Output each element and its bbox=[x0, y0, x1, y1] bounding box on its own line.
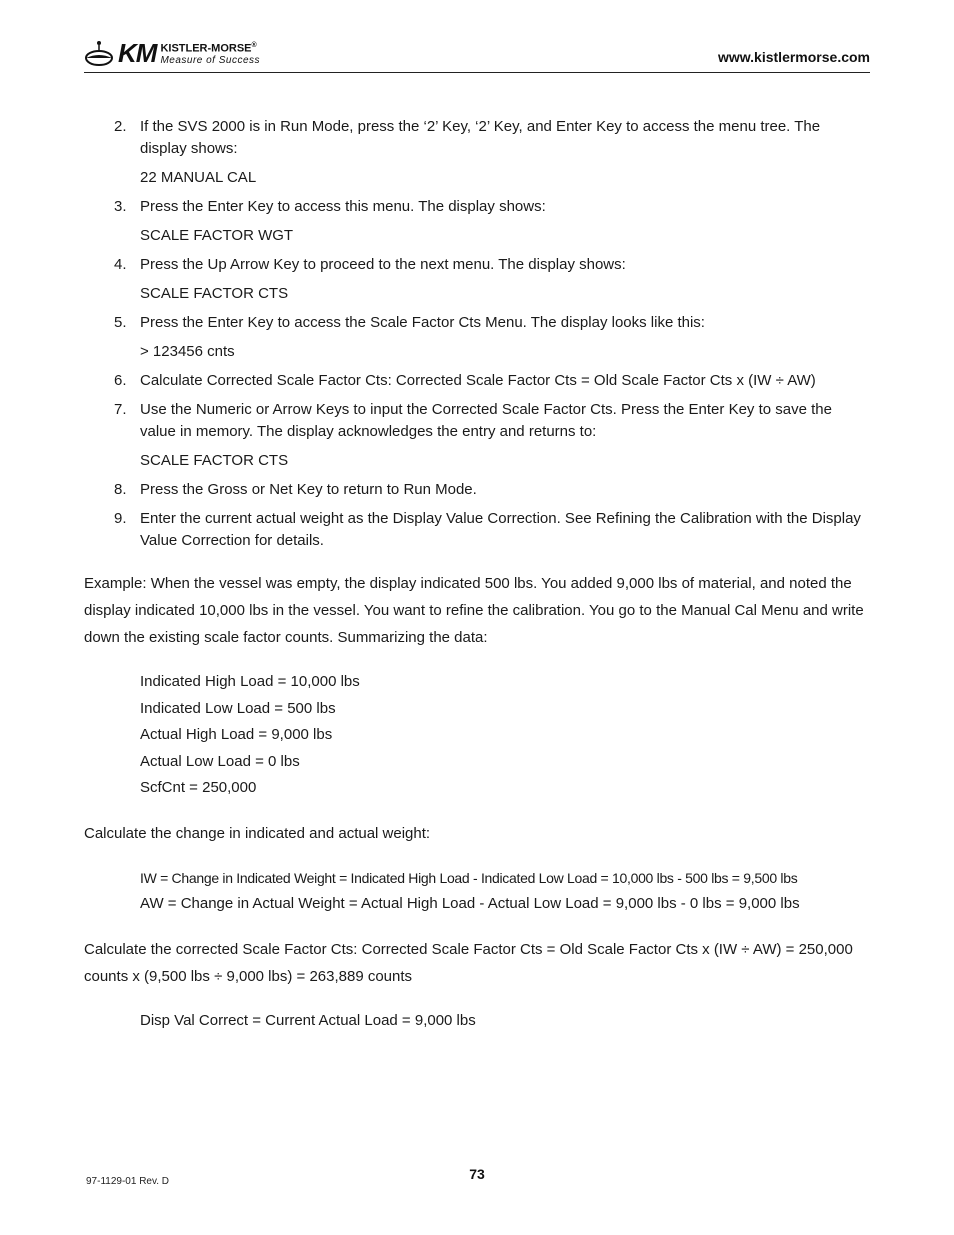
display-readout: SCALE FACTOR WGT bbox=[140, 227, 294, 244]
summary-line: ScfCnt = 250,000 bbox=[140, 779, 257, 796]
step-item: 2. If the SVS 2000 is in Run Mode, press the ‘2’ Key, ‘2’ Key, and Enter Key to access the menu tree. The display shows: bbox=[114, 118, 821, 157]
website-url: www.kistlermorse.com bbox=[718, 49, 870, 65]
disp-val-block bbox=[84, 1008, 870, 1035]
logo-km: KM bbox=[118, 37, 157, 68]
summary-data-block bbox=[84, 669, 870, 802]
step-item: 5. Press the Enter Key to access the Scale Factor Cts Menu. The display looks like this: bbox=[114, 314, 705, 331]
disp-val-line: Disp Val Correct = Current Actual Load = 9,000 lbs bbox=[140, 1011, 476, 1029]
change-paragraph: Calculate the change in indicated and actual weight: bbox=[84, 824, 431, 842]
display-readout: SCALE FACTOR CTS bbox=[140, 452, 289, 469]
step-item: 3. Press the Enter Key to access this menu. The display shows: bbox=[114, 198, 546, 215]
summary-line: Indicated High Load = 10,000 lbs bbox=[140, 673, 360, 690]
scale-icon bbox=[84, 38, 114, 68]
display-readout: SCALE FACTOR CTS bbox=[140, 285, 289, 302]
step-item: 7. Use the Numeric or Arrow Keys to input the Corrected Scale Factor Cts. Press the Enter Key to save the value in memory. The display acknowledges the entry and returns to: bbox=[114, 401, 832, 440]
summary-line: Indicated Low Load = 500 lbs bbox=[140, 699, 336, 717]
summary-line: Actual High Load = 9,000 lbs bbox=[140, 726, 333, 743]
display-readout: > 123456 cnts bbox=[140, 343, 235, 360]
step-item: 4. Press the Up Arrow Key to proceed to the next menu. The display shows: bbox=[114, 256, 626, 273]
aw-calculation: AW = Change in Actual Weight = Actual High Load - Actual Low Load = 9,000 lbs - 0 lbs = 9,000 lbs bbox=[140, 895, 800, 912]
change-calculation-block bbox=[84, 865, 870, 918]
display-readout: 22 MANUAL CAL bbox=[140, 169, 257, 186]
page-header bbox=[84, 36, 870, 73]
step-item: 6. Calculate Corrected Scale Factor Cts: Corrected Scale Factor Cts = Old Scale Factor Cts x (IW ÷ AW) bbox=[114, 372, 816, 389]
page-content bbox=[84, 116, 870, 1034]
procedure-steps bbox=[84, 116, 870, 552]
logo-company-name: KISTLER-MORSE® bbox=[160, 42, 257, 55]
iw-calculation: IW = Change in Indicated Weight = Indicated High Load - Indicated Low Load = 10,000 lbs - 500 lbs = 9,500 lbs bbox=[140, 869, 798, 886]
example-paragraph: Example: When the vessel was empty, the display indicated 500 lbs. You added 9,000 lbs of material, and noted the display indicated 10,000 lbs in the vessel. You want to refine the calibration. You go to the Manual Cal Menu and write down the existing scale factor counts. Summarizing the data: bbox=[84, 575, 864, 646]
corrected-scale-factor-paragraph: Calculate the corrected Scale Factor Cts: Corrected Scale Factor Cts = Old Scale Factor Cts x (IW ÷ AW) = 250,000 counts x (9,500 lbs ÷ 9,000 lbs) = 263,889 counts bbox=[84, 940, 853, 985]
kistler-morse-logo bbox=[84, 38, 260, 68]
page-number: 73 bbox=[469, 1166, 485, 1182]
step-item: 9. Enter the current actual weight as the Display Value Correction. See Refining the Calibration with the Display Value Correction for details. bbox=[114, 510, 861, 549]
step-item: 8. Press the Gross or Net Key to return to Run Mode. bbox=[114, 481, 477, 498]
summary-line: Actual Low Load = 0 lbs bbox=[140, 752, 300, 770]
logo-tagline: Measure of Success bbox=[160, 54, 261, 66]
document-code: 97-1129-01 Rev. D bbox=[86, 1176, 170, 1187]
